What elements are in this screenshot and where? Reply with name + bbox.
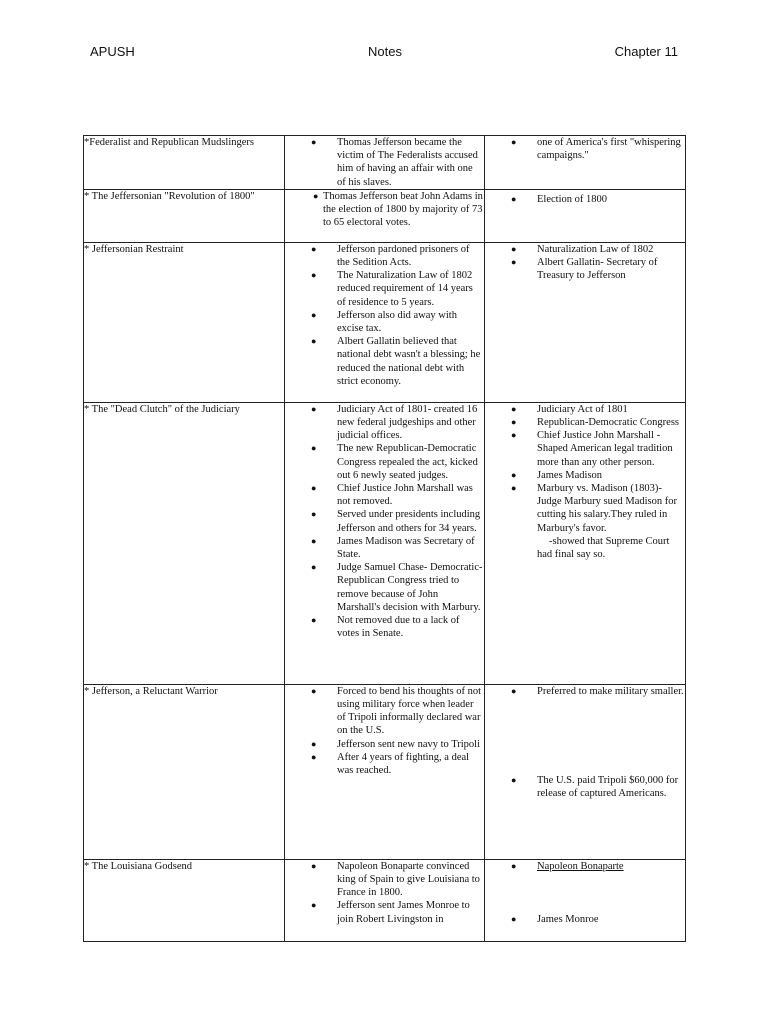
bullet-icon: ● <box>311 270 317 281</box>
terms-cell <box>485 402 686 684</box>
list-item: ● Napoleon Bonaparte convinced king of Spain to give Louisiana to France in 1800. <box>311 860 480 899</box>
list-item: ● Judge Samuel Chase- Democratic-Republican Congress tried to remove because of John Marshall's decision with Marbury. <box>311 562 483 613</box>
bullet-icon: ● <box>511 914 517 925</box>
list-item: ● Not removed due to a lack of votes in Senate. <box>311 615 460 640</box>
list-item: ● Albert Gallatin believed that national debt wasn't a blessing; he reduced the national debt with strict economy. <box>311 336 481 387</box>
details-cell <box>285 402 485 684</box>
terms-cell <box>485 684 686 859</box>
list-item: ● Preferred to make military smaller. <box>511 685 684 697</box>
details-cell <box>285 859 485 941</box>
bullet-icon: ● <box>511 860 517 871</box>
bullet-icon: ● <box>511 257 517 268</box>
list-item: ● Republican-Democratic Congress <box>511 417 679 429</box>
list-item: ● Thomas Jefferson became the victim of The Federalists accused him of having an affair with one of his slaves. <box>311 137 478 188</box>
list-item: ● Jefferson sent new navy to Tripoli <box>311 738 481 750</box>
bullet-icon: ● <box>511 483 517 494</box>
table-row <box>84 242 686 402</box>
bullet-icon: ● <box>311 336 317 347</box>
topic-cell: *Federalist and Republican Mudslingers <box>84 136 285 190</box>
bullet-icon: ● <box>311 137 317 147</box>
terms-cell <box>485 859 686 941</box>
bullet-icon: ● <box>311 900 317 911</box>
list-item: ● Judiciary Act of 1801- created 16 new federal judgeships and other judicial offices. <box>311 403 478 442</box>
terms-note: -showed that Supreme Court had final say so. <box>537 535 670 561</box>
bullet-icon: ● <box>313 190 319 201</box>
list-item: ● Jefferson sent James Monroe to join Robert Livingston in <box>311 900 470 925</box>
bullet-icon: ● <box>311 483 317 494</box>
topic-cell: * The Jeffersonian "Revolution of 1800" <box>84 189 285 242</box>
bullet-icon: ● <box>311 403 317 414</box>
topic-cell: * The "Dead Clutch" of the Judiciary <box>84 402 285 684</box>
list-item: ● Forced to bend his thoughts of not using military force when leader of Tripoli informally declared war on the U.S. <box>311 685 482 737</box>
topic-cell: * The Louisiana Godsend <box>84 859 285 941</box>
list-item: ● Thomas Jefferson beat John Adams in the election of 1800 by majority of 73 to 65 electoral votes. <box>313 190 483 229</box>
table-row <box>84 402 686 684</box>
list-item: ● Judiciary Act of 1801 <box>511 403 628 415</box>
table-row <box>84 189 686 242</box>
list-item: ● Naturalization Law of 1802 <box>511 243 654 255</box>
list-item: ● one of America's first "whispering campaigns." <box>511 137 681 162</box>
list-item: ● Election of 1800 <box>511 193 607 205</box>
header-chapter: Chapter 11 <box>614 44 678 59</box>
bullet-icon: ● <box>311 860 317 871</box>
details-cell <box>285 189 485 242</box>
bullet-icon: ● <box>511 137 517 147</box>
bullet-icon: ● <box>511 193 517 204</box>
list-item: ● Chief Justice John Marshall was not removed. <box>311 483 473 508</box>
list-item: ● Jefferson also did away with excise tax. <box>311 309 457 335</box>
notes-table <box>83 135 686 942</box>
bullet-icon: ● <box>311 615 317 626</box>
list-item: ● The new Republican-Democratic Congress repealed the act, kicked out 6 newly seated judges. <box>311 443 478 481</box>
header-title: Notes <box>368 44 402 59</box>
header-left: APUSH <box>90 44 135 59</box>
bullet-icon: ● <box>311 243 317 254</box>
bullet-icon: ● <box>311 443 317 454</box>
list-item: ● Albert Gallatin- Secretary of Treasury to Jefferson <box>511 257 658 282</box>
bullet-icon: ● <box>311 509 317 520</box>
bullet-icon: ● <box>511 430 517 441</box>
topic-cell: * Jeffersonian Restraint <box>84 242 285 402</box>
list-item: ● Chief Justice John Marshall - Shaped American legal tradition more than any other person. <box>511 430 673 468</box>
list-item: ● The Naturalization Law of 1802 reduced requirement of 14 years of residence to 5 years. <box>311 270 473 308</box>
details-cell <box>285 242 485 402</box>
terms-cell <box>485 136 686 190</box>
bullet-icon: ● <box>311 535 317 546</box>
terms-cell <box>485 189 686 242</box>
bullet-icon: ● <box>311 685 317 696</box>
bullet-icon: ● <box>511 417 517 428</box>
bullet-icon: ● <box>511 685 517 696</box>
table-row <box>84 859 686 941</box>
details-cell <box>285 684 485 859</box>
list-item: ● Napoleon Bonaparte <box>511 860 624 872</box>
list-item: ● James Monroe <box>511 914 599 926</box>
details-cell <box>285 136 485 190</box>
topic-cell: * Jefferson, a Reluctant Warrior <box>84 684 285 859</box>
list-item: ● Marbury vs. Madison (1803)- Judge Marbury sued Madison for cutting his salary.They ruled in Marbury's favor. -showed that Supreme Court had final say so. <box>511 483 677 561</box>
bullet-icon: ● <box>511 469 517 480</box>
list-item: ● Served under presidents including Jefferson and others for 34 years. <box>311 509 481 534</box>
table-row <box>84 684 686 859</box>
bullet-icon: ● <box>511 775 517 786</box>
list-item: ● James Madison <box>511 469 603 481</box>
table-row <box>84 136 686 190</box>
terms-cell <box>485 242 686 402</box>
list-item: ● James Madison was Secretary of State. <box>311 535 475 561</box>
list-item: ● The U.S. paid Tripoli $60,000 for release of captured Americans. <box>511 775 679 800</box>
bullet-icon: ● <box>311 738 317 749</box>
list-item: ● After 4 years of fighting, a deal was reached. <box>311 751 470 777</box>
bullet-icon: ● <box>511 243 517 254</box>
bullet-icon: ● <box>311 751 317 762</box>
bullet-icon: ● <box>511 403 517 414</box>
list-item: ● Jefferson pardoned prisoners of the Sedition Acts. <box>311 243 470 269</box>
bullet-icon: ● <box>311 309 317 320</box>
bullet-icon: ● <box>311 562 317 573</box>
